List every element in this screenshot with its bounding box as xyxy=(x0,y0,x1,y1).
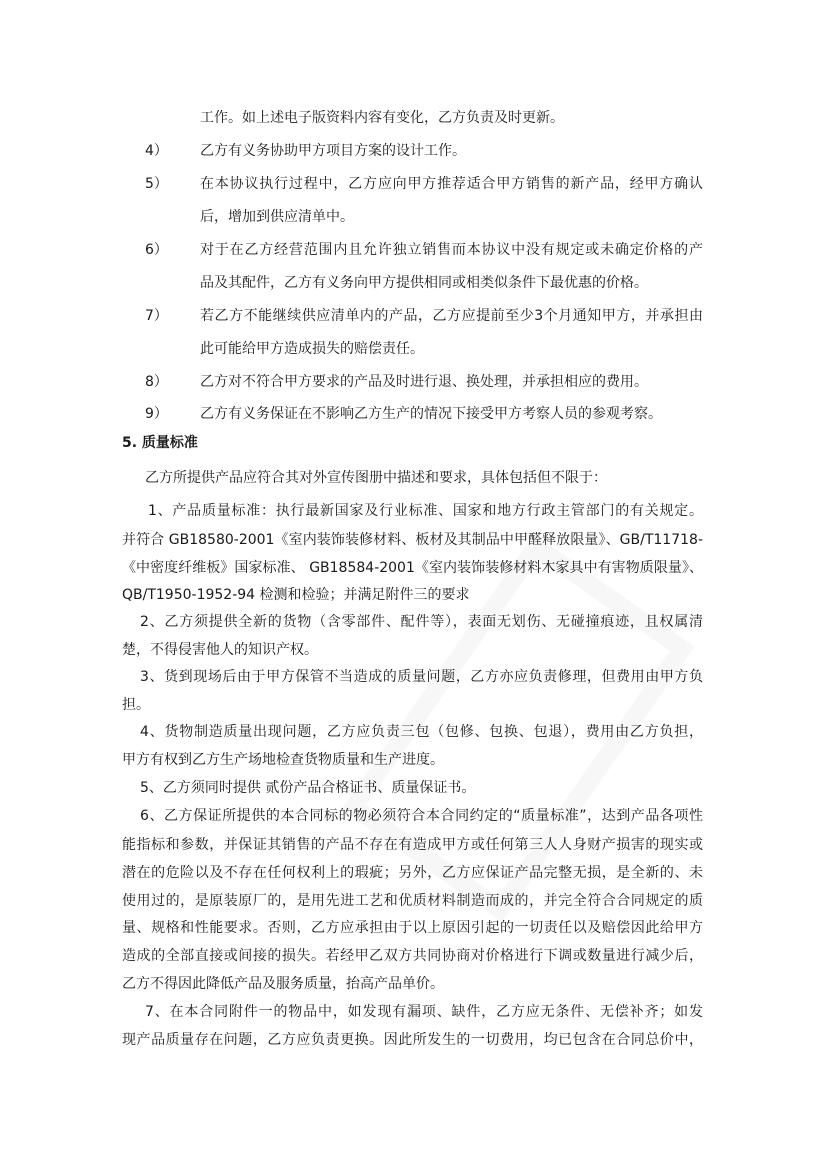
list-item: 对于在乙方经营范围内且允许独立销售而本协议中没有规定或未确定价格的产 xyxy=(200,242,703,258)
paragraph-line: 6、乙方保证所提供的本合同标的物必须符合本合同约定的“质量标准”，达到产品各项性 xyxy=(140,808,703,824)
list-item: 乙方有义务协助甲方项目方案的设计工作。 xyxy=(200,143,466,159)
paragraph-line: 担。 xyxy=(122,697,150,713)
paragraph-line: 量、规格和性能要求。否则，乙方应承担由于以上原因引起的一切责任以及赔偿因此给甲方 xyxy=(122,920,703,936)
list-item: 乙方有义务保证在不影响乙方生产的情况下接受甲方考察人员的参观考察。 xyxy=(200,406,662,422)
paragraph-line: 2、乙方须提供全新的货物（含零部件、配件等），表面无划伤、无碰撞痕迹，且权属清 xyxy=(140,614,703,630)
paragraph-line: 甲方有权到乙方生产场地检查货物质量和生产进度。 xyxy=(122,752,444,768)
paragraph-line: 7、在本合同附件一的物品中，如发现有漏项、缺件，乙方应无条件、无偿补齐；如发 xyxy=(145,1004,703,1020)
list-item-line: 此可能给甲方造成损失的赔偿责任。 xyxy=(200,341,424,357)
paragraph-line: 潜在的危险以及不存在任何权利上的瑕疵；另外，乙方应保证产品完整无损，是全新的、未 xyxy=(122,865,703,881)
list-item: 若乙方不能继续供应清单内的产品，乙方应提前至少3个月通知甲方，并承担由 xyxy=(200,308,703,324)
section-heading: 5. 质量标准 xyxy=(122,435,198,451)
list-item: 乙方对不符合甲方要求的产品及时进行退、换处理，并承担相应的费用。 xyxy=(200,374,648,390)
paragraph-line: 乙方不得因此降低产品及服务质量，抬高产品单价。 xyxy=(122,976,444,992)
paragraph-line: 《中密度纤维板》国家标准、 GB18584-2001《室内装饰装修材料木家具中有害物质限量》、 xyxy=(122,560,703,576)
paragraph-line: 1、产品质量标准：执行最新国家及行业标准、国家和地方行政主管部门的有关规定。 xyxy=(148,503,703,519)
list-number: 9） xyxy=(145,406,168,422)
section-intro: 乙方所提供产品应符合其对外宣传图册中描述和要求，具体包括但不限于： xyxy=(145,470,607,486)
list-number: 5） xyxy=(145,176,168,192)
paragraph-line: 能指标和参数，并保证其销售的产品不存在有造成甲方或任何第三人人身财产损害的现实或 xyxy=(122,837,703,853)
paragraph-line: 4、货物制造质量出现问题，乙方应负责三包（包修、包换、包退），费用由乙方负担， xyxy=(140,724,703,740)
paragraph-line: 3、货到现场后由于甲方保管不当造成的质量问题，乙方亦应负责修理，但费用由甲方负 xyxy=(140,669,703,685)
paragraph-line: 并符合 GB18580-2001《室内装饰装修材料、板材及其制品中甲醛释放限量》、GB/T11718- xyxy=(122,532,703,548)
list-item-continuation: 工作。如上述电子版资料内容有变化，乙方负责及时更新。 xyxy=(200,110,564,126)
list-number: 7） xyxy=(145,308,168,324)
paragraph-line: 造成的全部直接或间接的损失。若经甲乙双方共同协商对价格进行下调或数量进行减少后， xyxy=(122,948,703,964)
paragraph-line: 楚，不得侵害他人的知识产权。 xyxy=(122,642,318,658)
list-number: 8） xyxy=(145,374,168,390)
paragraph-line: 5、乙方须同时提供 贰份产品合格证书、质量保证书。 xyxy=(140,780,476,796)
paragraph-line: 使用过的，是原装原厂的，是用先进工艺和优质材料制造而成的，并完全符合合同规定的质 xyxy=(122,893,703,909)
paragraph-line: QB/T1950-1952-94 检测和检验；并满足附件三的要求 xyxy=(122,587,470,603)
list-item-line: 后，增加到供应清单中。 xyxy=(200,209,354,225)
paragraph-line: 现产品质量存在问题，乙方应负责更换。因此所发生的一切费用，均已包含在合同总价中， xyxy=(122,1032,703,1048)
list-item-line: 品及其配件，乙方有义务向甲方提供相同或相类似条件下最优惠的价格。 xyxy=(200,275,648,291)
list-number: 4） xyxy=(145,143,168,159)
list-number: 6） xyxy=(145,242,168,258)
list-item: 在本协议执行过程中，乙方应向甲方推荐适合甲方销售的新产品，经甲方确认 xyxy=(200,176,703,192)
